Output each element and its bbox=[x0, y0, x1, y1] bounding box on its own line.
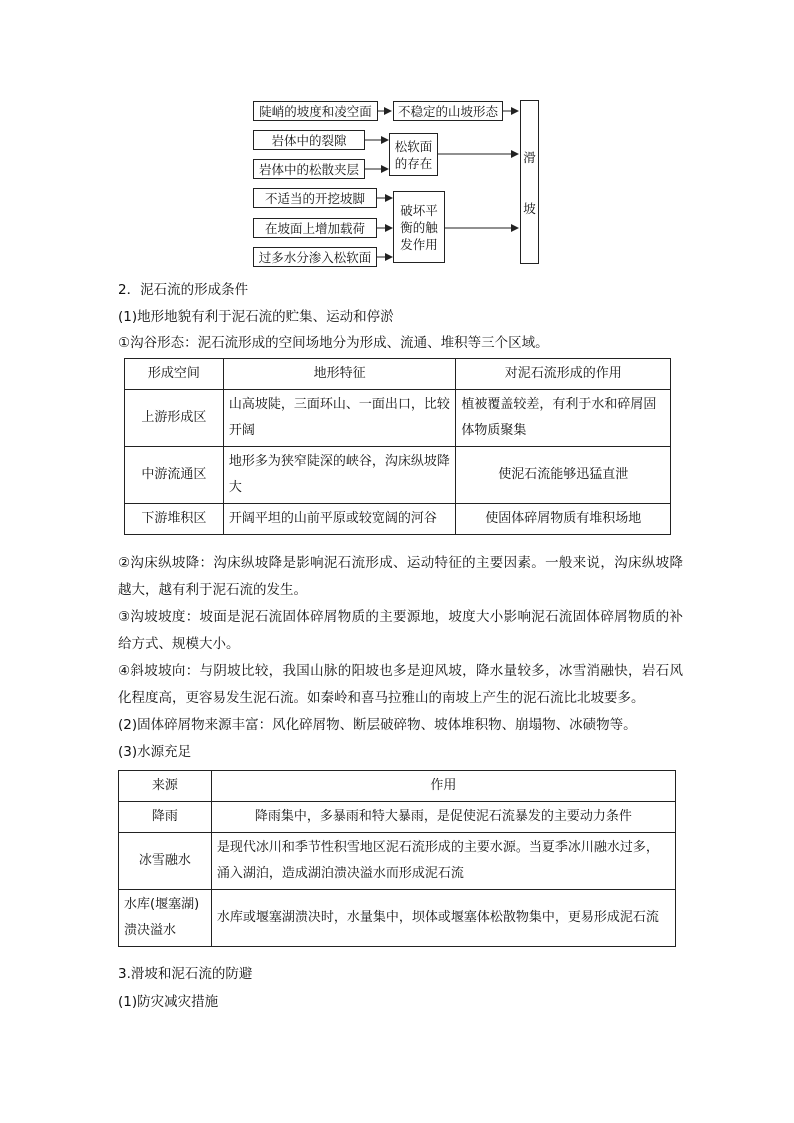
table-cell: 水库或堰塞湖溃决时，水量集中，坝体或堰塞体松散物集中，更易形成泥石流 bbox=[211, 890, 675, 947]
table-cell: 降雨 bbox=[119, 802, 212, 833]
table-cell: 使泥石流能够迅猛直泄 bbox=[456, 447, 671, 504]
table-header: 形成空间 bbox=[125, 359, 224, 390]
cause-loose-interlayer: 岩体中的松散夹层 bbox=[253, 159, 365, 179]
table-cell: 下游堆积区 bbox=[125, 504, 224, 535]
trigger-box: 破坏平衡的触发作用 bbox=[393, 191, 445, 263]
table-row bbox=[125, 390, 671, 447]
paragraph-slope-aspect: ④斜坡坡向：与阴坡比较，我国山脉的阳坡也多是迎风坡，降水量较多，冰雪消融快，岩石风化程度高，更容易发生泥石流。如秦岭和喜马拉雅山的南坡上产生的泥石流比北坡要多。 bbox=[118, 663, 683, 706]
table-cell: 使固体碎屑物质有堆积场地 bbox=[456, 504, 671, 535]
table-cell: 降雨集中，多暴雨和特大暴雨，是促使泥石流暴发的主要动力条件 bbox=[211, 802, 675, 833]
landslide-char-2: 坡 bbox=[523, 200, 536, 216]
cause-improper-excavation: 不适当的开挖坡脚 bbox=[253, 188, 377, 208]
table-row bbox=[119, 890, 676, 947]
table-cell: 水库(堰塞湖)溃决溢水 bbox=[119, 890, 212, 947]
section-3-title: 3.滑坡和泥石流的防避 bbox=[118, 966, 253, 982]
table-cell: 上游形成区 bbox=[125, 390, 224, 447]
table-header: 对泥石流形成的作用 bbox=[456, 359, 671, 390]
table-cell: 开阔平坦的山前平原或较宽阔的河谷 bbox=[223, 504, 456, 535]
landslide-char-1: 滑 bbox=[523, 149, 536, 165]
paragraph-water-source: (3)水源充足 bbox=[118, 744, 192, 760]
table-header: 来源 bbox=[119, 771, 212, 802]
table-cell: 冰雪融水 bbox=[119, 833, 212, 890]
table-cell: 地形多为狭窄陡深的峡谷，沟床纵坡降大 bbox=[223, 447, 456, 504]
cause-rock-fissure: 岩体中的裂隙 bbox=[253, 130, 365, 150]
table-cell: 植被覆盖较差，有利于水和碎屑固体物质聚集 bbox=[456, 390, 671, 447]
table-header-row bbox=[119, 771, 676, 802]
paragraph-slope-degree: ③沟坡坡度：坡面是泥石流固体碎屑物质的主要源地，坡度大小影响泥石流固体碎屑物质的补给方式、规模大小。 bbox=[118, 609, 683, 652]
table-row bbox=[119, 833, 676, 890]
table-row bbox=[125, 447, 671, 504]
section-2-title: 2．泥石流的形成条件 bbox=[118, 282, 249, 298]
table-header-row bbox=[125, 359, 671, 390]
water-source-table bbox=[118, 770, 676, 947]
cause-steep-slope: 陡峭的坡度和凌空面 bbox=[253, 101, 378, 121]
landslide-result-box bbox=[520, 100, 539, 264]
table-row bbox=[119, 802, 676, 833]
soft-surface-box: 松软面的存在 bbox=[389, 133, 438, 176]
table-row bbox=[125, 504, 671, 535]
section-2-sub1: (1)地形地貌有利于泥石流的贮集、运动和停淤 bbox=[118, 309, 394, 325]
gully-form-intro: ①沟谷形态：泥石流形成的空间场地分为形成、流通、堆积等三个区域。 bbox=[118, 335, 549, 351]
table-cell: 中游流通区 bbox=[125, 447, 224, 504]
table-header: 地形特征 bbox=[223, 359, 456, 390]
cause-water-seepage: 过多水分渗入松软面 bbox=[253, 247, 377, 267]
table-header: 作用 bbox=[211, 771, 675, 802]
table-cell: 山高坡陡，三面环山、一面出口，比较开阔 bbox=[223, 390, 456, 447]
section-3-sub1: (1)防灾减灾措施 bbox=[118, 994, 219, 1010]
paragraph-debris-source: (2)固体碎屑物来源丰富：风化碎屑物、断层破碎物、坡体堆积物、崩塌物、冰碛物等。 bbox=[118, 717, 637, 733]
cause-added-load: 在坡面上增加载荷 bbox=[253, 218, 377, 238]
gully-zone-table bbox=[124, 358, 671, 535]
table-cell: 是现代冰川和季节性积雪地区泥石流形成的主要水源。当夏季冰川融水过多，涌入湖泊，造成湖泊溃决溢水而形成泥石流 bbox=[211, 833, 675, 890]
paragraph-slope-gradient: ②沟床纵坡降：沟床纵坡降是影响泥石流形成、运动特征的主要因素。一般来说，沟床纵坡降越大，越有利于泥石流的发生。 bbox=[118, 555, 683, 598]
unstable-slope-box: 不稳定的山坡形态 bbox=[393, 101, 503, 121]
